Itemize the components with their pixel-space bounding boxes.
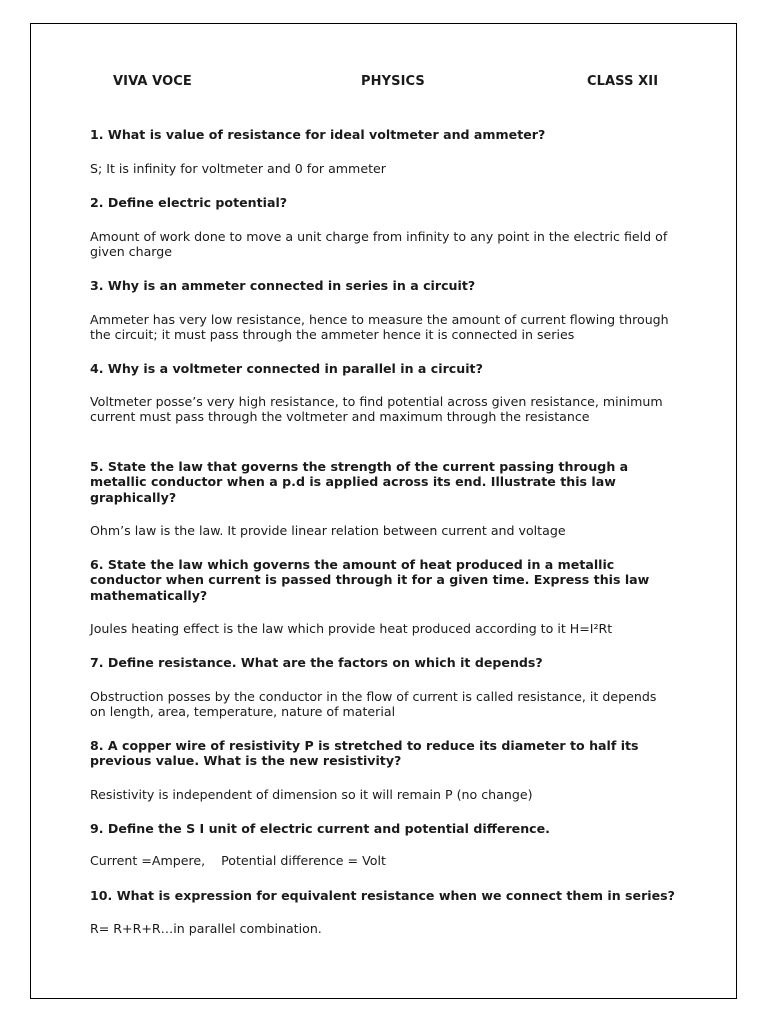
header-class: CLASS XII bbox=[587, 74, 659, 89]
question-9: 9. Define the S I unit of electric current and potential difference. bbox=[90, 821, 550, 836]
question-4: 4. Why is a voltmeter connected in parallel in a circuit? bbox=[90, 361, 483, 376]
question-1: 1. What is value of resistance for ideal voltmeter and ammeter? bbox=[90, 127, 546, 142]
answer-5: Ohm’s law is the law. It provide linear relation between current and voltage bbox=[90, 523, 566, 538]
question-2: 2. Define electric potential? bbox=[90, 195, 288, 210]
question-3: 3. Why is an ammeter connected in series in a circuit? bbox=[90, 278, 476, 293]
answer-8: Resistivity is independent of dimension so it will remain P (no change) bbox=[90, 787, 533, 802]
header-subject: PHYSICS bbox=[361, 74, 425, 89]
answer-9: Current =Ampere, Potential difference = Volt bbox=[90, 853, 386, 868]
answer-1: S; It is infinity for voltmeter and 0 for ammeter bbox=[90, 161, 386, 176]
answer-7: Obstruction posses by the conductor in the flow of current is called resistance, it depends on length, area, temperature, nature of material bbox=[90, 689, 657, 720]
header-viva-voce: VIVA VOCE bbox=[113, 74, 192, 89]
question-5: 5. State the law that governs the strength of the current passing through a metallic conductor when a p.d is applied across its end. Illustrate this law graphically? bbox=[90, 459, 629, 505]
answer-10: R= R+R+R…in parallel combination. bbox=[90, 921, 322, 936]
answer-3: Ammeter has very low resistance, hence to measure the amount of current flowing through the circuit; it must pass through the ammeter hence it is connected in series bbox=[90, 312, 669, 343]
answer-6: Joules heating effect is the law which provide heat produced according to it H=I²Rt bbox=[90, 621, 613, 636]
question-10: 10. What is expression for equivalent resistance when we connect them in series? bbox=[90, 888, 675, 903]
answer-4: Voltmeter posse’s very high resistance, to find potential across given resistance, minimum current must pass through the voltmeter and maximum through the resistance bbox=[90, 394, 663, 425]
question-6: 6. State the law which governs the amount of heat produced in a metallic conductor when current is passed through it for a given time. Express this law mathematically? bbox=[90, 557, 650, 603]
answer-2: Amount of work done to move a unit charge from infinity to any point in the electric field of given charge bbox=[90, 229, 668, 260]
question-7: 7. Define resistance. What are the factors on which it depends? bbox=[90, 655, 543, 670]
question-8: 8. A copper wire of resistivity P is stretched to reduce its diameter to half its previous value. What is the new resistivity? bbox=[90, 738, 639, 769]
